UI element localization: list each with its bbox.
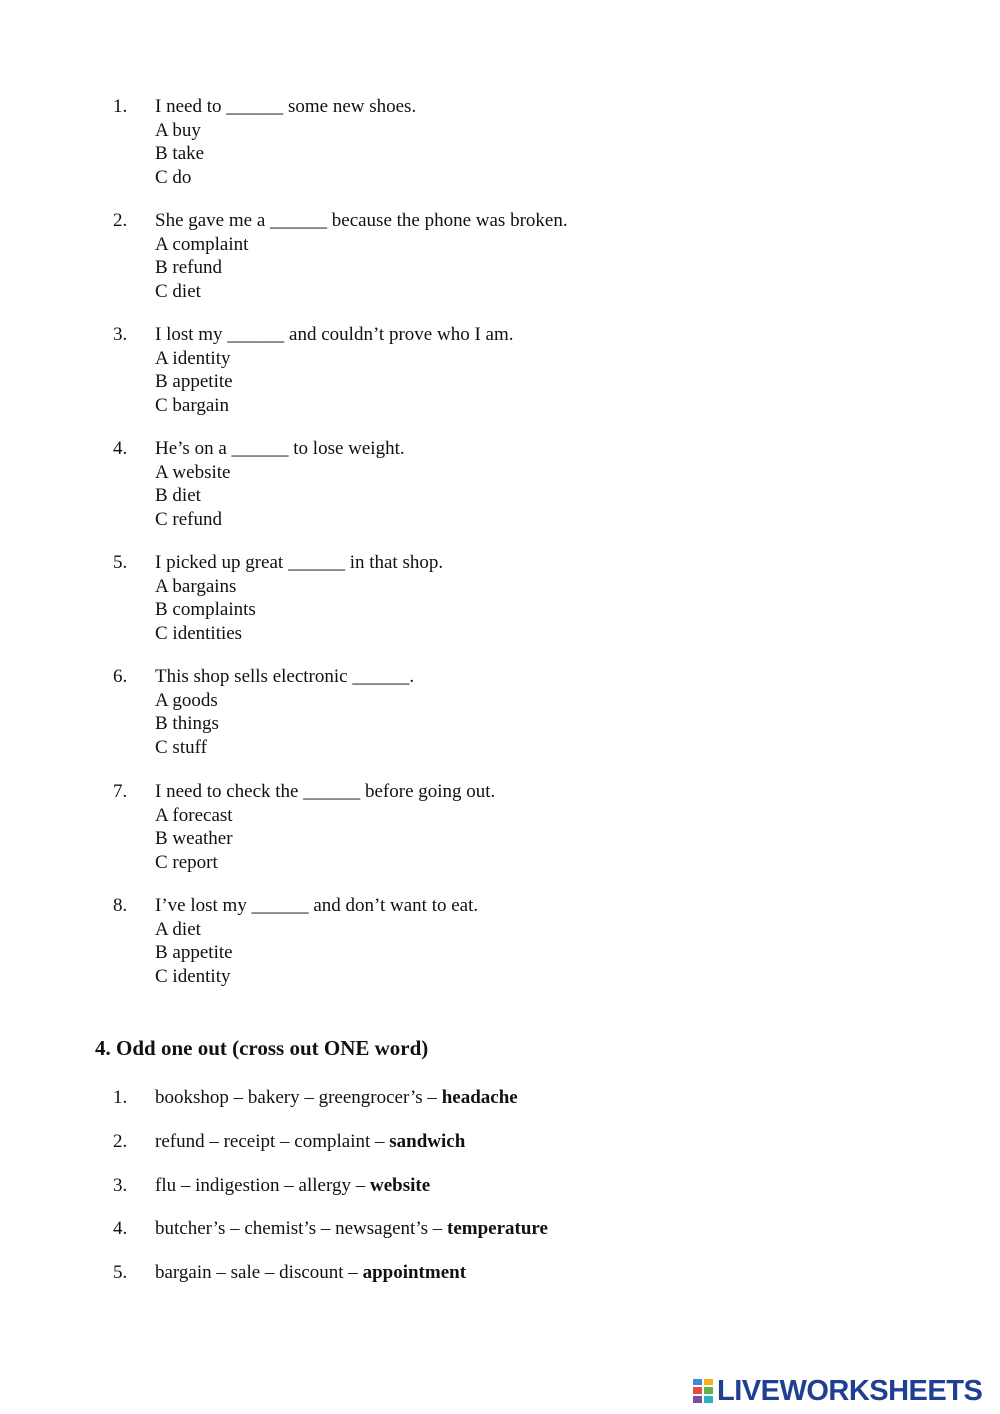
question-stem: I need to check the ______ before going out.: [155, 781, 496, 802]
option-c: C stuff: [155, 736, 207, 758]
option-c: C report: [155, 851, 218, 873]
item-number: 5.: [113, 1262, 128, 1283]
option-a: A website: [155, 461, 231, 483]
question-stem: I need to ______ some new shoes.: [155, 96, 417, 117]
question-stem: I picked up great ______ in that shop.: [155, 552, 444, 573]
option-a: A identity: [155, 347, 231, 369]
question-stem: I’ve lost my ______ and don’t want to eat.: [155, 895, 479, 916]
question-number: 7.: [113, 781, 128, 802]
option-a: A forecast: [155, 804, 233, 826]
question-number: 4.: [113, 438, 128, 459]
option-a: A buy: [155, 119, 201, 141]
option-c: C do: [155, 166, 192, 188]
question-number: 2.: [113, 210, 128, 231]
item-number: 3.: [113, 1175, 128, 1196]
option-b: B take: [155, 143, 205, 164]
option-b: B appetite: [155, 942, 233, 963]
liveworksheets-logo-icon: [692, 1378, 714, 1404]
option-a: A goods: [155, 689, 218, 711]
item-words: bookshop – bakery – greengrocer’s –: [155, 1087, 442, 1108]
question-stem: She gave me a ______ because the phone was broken.: [155, 210, 568, 231]
question-number: 5.: [113, 552, 128, 573]
question-number: 8.: [113, 895, 128, 916]
item-words: bargain – sale – discount –: [155, 1262, 363, 1283]
question-number: 3.: [113, 324, 128, 345]
question-stem: He’s on a ______ to lose weight.: [155, 438, 405, 459]
item-answer: website: [369, 1175, 431, 1196]
option-b: B weather: [155, 828, 233, 849]
option-c: C identities: [155, 622, 243, 644]
option-a: A complaint: [155, 233, 249, 255]
question-stem: I lost my ______ and couldn’t prove who I am.: [155, 324, 514, 345]
option-b: B diet: [155, 485, 201, 506]
item-number: 4.: [113, 1218, 128, 1239]
item-words: butcher’s – chemist’s – newsagent’s –: [155, 1218, 447, 1239]
option-c: C diet: [155, 280, 201, 302]
question-stem: This shop sells electronic ______.: [155, 666, 415, 687]
question-number: 1.: [113, 96, 128, 117]
section-title: 4. Odd one out (cross out ONE word): [95, 1036, 429, 1060]
option-a: A bargains: [155, 575, 237, 597]
item-number: 1.: [113, 1087, 128, 1108]
question-number: 6.: [113, 666, 128, 687]
item-words: flu – indigestion – allergy –: [155, 1175, 370, 1196]
item-answer: sandwich: [389, 1131, 466, 1152]
option-b: B things: [155, 713, 219, 734]
option-b: B appetite: [155, 371, 233, 392]
option-c: C identity: [155, 965, 231, 987]
item-answer: appointment: [362, 1262, 467, 1283]
option-b: B refund: [155, 257, 223, 278]
item-answer: temperature: [447, 1218, 548, 1239]
liveworksheets-logo[interactable]: [692, 1374, 992, 1408]
item-answer: headache: [441, 1087, 518, 1108]
option-b: B complaints: [155, 599, 256, 620]
item-number: 2.: [113, 1131, 128, 1152]
item-words: refund – receipt – complaint –: [155, 1131, 390, 1152]
option-c: C refund: [155, 508, 223, 530]
logo-text: LIVEWORKSHEETS: [717, 1374, 983, 1407]
option-c: C bargain: [155, 394, 230, 416]
option-a: A diet: [155, 918, 201, 940]
